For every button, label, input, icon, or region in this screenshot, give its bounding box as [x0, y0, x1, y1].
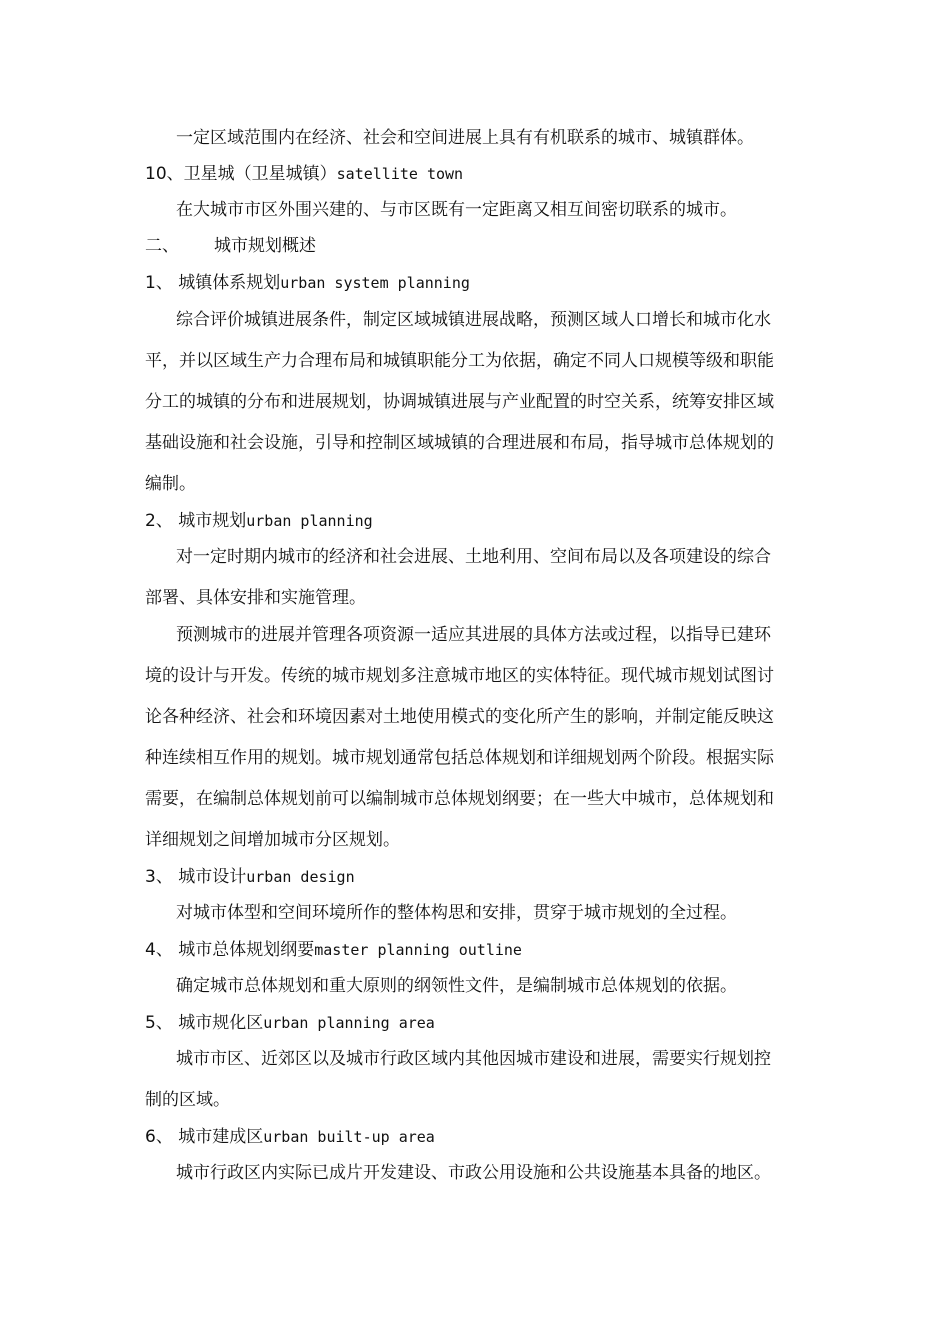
paragraph-text: 在大城市市区外围兴建的、与市区既有一定距离又相互间密切联系的城市。	[176, 200, 737, 220]
heading-urban-planning	[145, 509, 373, 533]
heading-text: 1、 城镇体系规划	[145, 273, 281, 293]
heading-english: urban planning area	[263, 1014, 435, 1032]
heading-text: 2、 城市规划	[145, 511, 247, 531]
paragraph-line: 编制。	[145, 474, 196, 494]
heading-english: urban system planning	[280, 274, 470, 292]
heading-text: 4、 城市总体规划纲要	[145, 940, 315, 960]
paragraph-text: 对城市体型和空间环境所作的整体构思和安排，贯穿于城市规划的全过程。	[176, 903, 737, 923]
heading-master-planning-outline	[145, 938, 522, 962]
heading-text: 3、 城市设计	[145, 867, 247, 887]
heading-english: urban design	[246, 868, 355, 886]
paragraph-text: 一定区域范围内在经济、社会和空间进展上具有有机联系的城市、城镇群体。	[176, 128, 754, 148]
heading-text: 5、 城市规化区	[145, 1013, 264, 1033]
paragraph-text: 确定城市总体规划和重大原则的纲领性文件，是编制城市总体规划的依据。	[176, 976, 737, 996]
paragraph-line: 对一定时期内城市的经济和社会进展、土地利用、空间布局以及各项建设的综合	[176, 547, 771, 567]
paragraph-line: 平，并以区域生产力合理布局和城镇职能分工为依据，确定不同人口规模等级和职能	[145, 351, 774, 371]
heading-urban-system-planning	[145, 271, 470, 295]
paragraph-line: 详细规划之间增加城市分区规划。	[145, 830, 400, 850]
paragraph-line: 种连续相互作用的规划。城市规划通常包括总体规划和详细规划两个阶段。根据实际	[145, 748, 774, 768]
heading-english: master planning outline	[314, 941, 522, 959]
paragraph-line: 境的设计与开发。传统的城市规划多注意城市地区的实体特征。现代城市规划试图讨	[145, 666, 774, 686]
heading-satellite-town	[145, 162, 463, 186]
heading-english: urban built-up area	[263, 1128, 435, 1146]
paragraph-line: 综合评价城镇进展条件，制定区域城镇进展战略，预测区域人口增长和城市化水	[176, 310, 771, 330]
paragraph-text: 城市行政区内实际已成片开发建设、市政公用设施和公共设施基本具备的地区。	[176, 1163, 771, 1183]
paragraph-line: 分工的城镇的分布和进展规划，协调城镇进展与产业配置的时空关系，统筹安排区域	[145, 392, 774, 412]
section-number: 二、	[145, 236, 179, 256]
paragraph-line: 部署、具体安排和实施管理。	[145, 588, 366, 608]
section-title: 城市规划概述	[214, 236, 316, 256]
heading-urban-design	[145, 865, 355, 889]
heading-english: urban planning	[246, 512, 373, 530]
paragraph-line: 基础设施和社会设施，引导和控制区域城镇的合理进展和布局，指导城市总体规划的	[145, 433, 774, 453]
heading-text: 6、 城市建成区	[145, 1127, 264, 1147]
paragraph-line: 论各种经济、社会和环境因素对土地使用模式的变化所产生的影响，并制定能反映这	[145, 707, 774, 727]
paragraph-line: 城市市区、近郊区以及城市行政区域内其他因城市建设和进展，需要实行规划控	[176, 1049, 771, 1069]
paragraph-line: 需要，在编制总体规划前可以编制城市总体规划纲要；在一些大中城市，总体规划和	[145, 789, 774, 809]
section-heading	[145, 234, 316, 258]
heading-urban-built-up-area	[145, 1125, 435, 1149]
heading-text: 10、卫星城（卫星城镇）	[145, 164, 337, 184]
paragraph-line: 制的区域。	[145, 1090, 230, 1110]
paragraph-line: 预测城市的进展并管理各项资源一适应其进展的具体方法或过程，以指导已建环	[176, 625, 771, 645]
heading-english: satellite town	[336, 165, 464, 183]
heading-urban-planning-area	[145, 1011, 435, 1035]
